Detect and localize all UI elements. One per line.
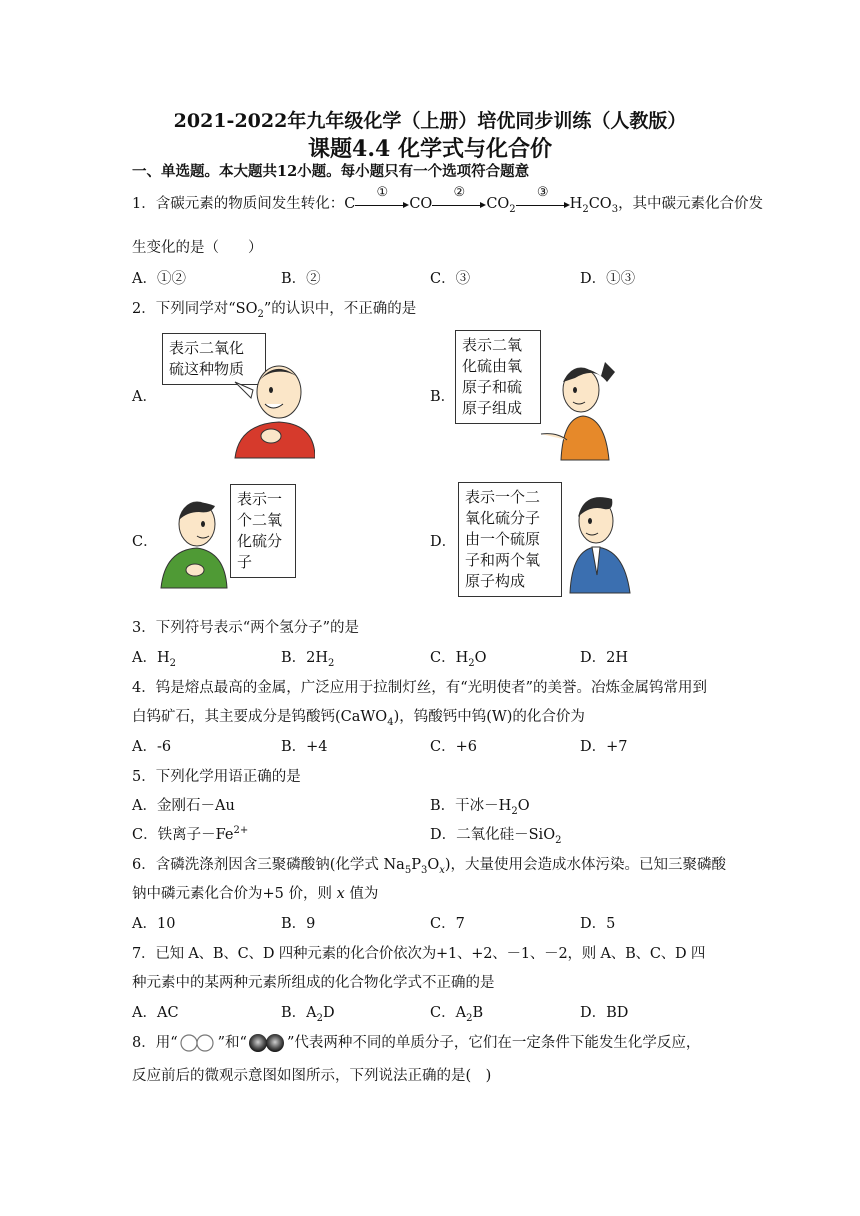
q6-option-b[interactable]: B．9 (281, 916, 316, 932)
q2-speech-bubble-c: 表示一 个二氧 化硫分 子 (230, 484, 296, 578)
q2-speech-bubble-a: 表示二氧化 硫这种物质 (162, 333, 266, 385)
q1-option-c[interactable]: C．③ (430, 271, 471, 287)
section-heading: 一、单选题。本大题共12小题。每小题只有一个选项符合题意 (132, 163, 530, 180)
q7-option-b[interactable]: B．$A_2D$ (281, 1005, 335, 1024)
reaction-arrow-1: ① (355, 197, 409, 211)
q4-option-b[interactable]: B．+4 (281, 739, 328, 755)
q7-option-c[interactable]: C．$A_2B$ (430, 1005, 484, 1024)
q1-stem: 1．含碳元素的物质间发生转化：C ① CO ② $CO_2$ ③ $H_2CO_3$，其中碳元素化合价发 (132, 185, 764, 215)
q1-stem-line2: 生变化的是（ ） (132, 240, 263, 256)
lesson-title: 课题4.4 化学式与化合价 (308, 136, 552, 162)
q2-speech-bubble-b: 表示二氧 化硫由氧 原子和硫 原子组成 (455, 330, 541, 424)
document-title: 2021-2022年九年级化学（上册）培优同步训练（人教版） (173, 110, 687, 132)
boy-illustration-a (215, 350, 315, 460)
q5-option-b[interactable]: B．干冰$-H_2O$ (430, 798, 530, 817)
q3-option-b[interactable]: B．$2H_2$ (281, 650, 335, 669)
q5-option-a[interactable]: A．金刚石－Au (132, 798, 235, 814)
q2-speech-bubble-d: 表示一个二 氧化硫分子 由一个硫原 子和两个氧 原子构成 (458, 482, 562, 597)
q6-stem-line2: 钠中磷元素化合价为+5 价，则 x 值为 (132, 886, 379, 902)
q6-stem-line1: 6．含磷洗涤剂因含三聚磷酸钠(化学式 $Na_5P_3O_x$)，大量使用会造成水体污染。已知三聚磷酸 (132, 857, 727, 876)
boy-illustration-d (560, 485, 640, 595)
q3-stem: 3．下列符号表示“两个氢分子”的是 (132, 620, 360, 636)
white-molecule-icon (178, 1033, 218, 1053)
q7-option-d[interactable]: D．BD (580, 1005, 629, 1021)
q3-option-c[interactable]: C．$H_2O$ (430, 650, 487, 669)
girl-illustration-b (535, 352, 625, 462)
q4-stem-line1: 4．钨是熔点最高的金属，广泛应用于拉制灯丝，有“光明使者”的美誉。冶炼金属钨常用到 (132, 680, 708, 696)
q1-option-b[interactable]: B．② (281, 271, 321, 287)
black-molecule-icon (247, 1033, 287, 1053)
q5-stem: 5．下列化学用语正确的是 (132, 769, 301, 785)
q5-option-c[interactable]: C．铁离子$-Fe^{2+}$ (132, 825, 249, 843)
reaction-arrow-2: ② (432, 197, 486, 211)
q2-option-b-label[interactable]: B． (430, 389, 456, 405)
reaction-arrow-3: ③ (516, 197, 570, 211)
q4-option-a[interactable]: A．-6 (132, 739, 172, 755)
q4-option-c[interactable]: C．+6 (430, 739, 477, 755)
q2-stem: 2．下列同学对“$SO_2$”的认识中，不正确的是 (132, 301, 417, 320)
q2-option-d-label[interactable]: D． (430, 534, 457, 550)
q3-option-d[interactable]: D．2H (580, 650, 628, 666)
q1-option-a[interactable]: A．①② (132, 271, 186, 287)
q1-option-d[interactable]: D．①③ (580, 271, 636, 287)
q4-stem-line2: 白钨矿石，其主要成分是钨酸钙(CaWO$_4$)，钨酸钙中钨(W)的化合价为 (132, 709, 585, 728)
q5-option-d[interactable]: D．二氧化硅－SiO$_2$ (430, 827, 562, 846)
q8-stem-line1: 8．用“ ”和“ ”代表两种不同的单质分子，它们在一定条件下能发生化学反应， (132, 1035, 701, 1051)
q7-stem-line2: 种元素中的某两种元素所组成的化合物化学式不正确的是 (132, 975, 495, 991)
q8-stem-line2: 反应前后的微观示意图如图所示，下列说法正确的是( ) (132, 1068, 492, 1084)
q7-stem-line1: 7．已知 A、B、C、D 四种元素的化合价依次为+1、+2、－1、－2，则 A、B、C、D 四 (132, 946, 706, 962)
boy-illustration-c (155, 490, 235, 590)
q6-option-c[interactable]: C．7 (430, 916, 465, 932)
q6-option-a[interactable]: A．10 (132, 916, 176, 932)
q6-option-d[interactable]: D．5 (580, 916, 616, 932)
q7-option-a[interactable]: A．AC (132, 1005, 179, 1021)
q4-option-d[interactable]: D．+7 (580, 739, 628, 755)
q3-option-a[interactable]: A．$H_2$ (132, 650, 176, 669)
q2-option-a-label[interactable]: A． (132, 389, 157, 405)
q2-option-c-label[interactable]: C． (132, 534, 158, 550)
